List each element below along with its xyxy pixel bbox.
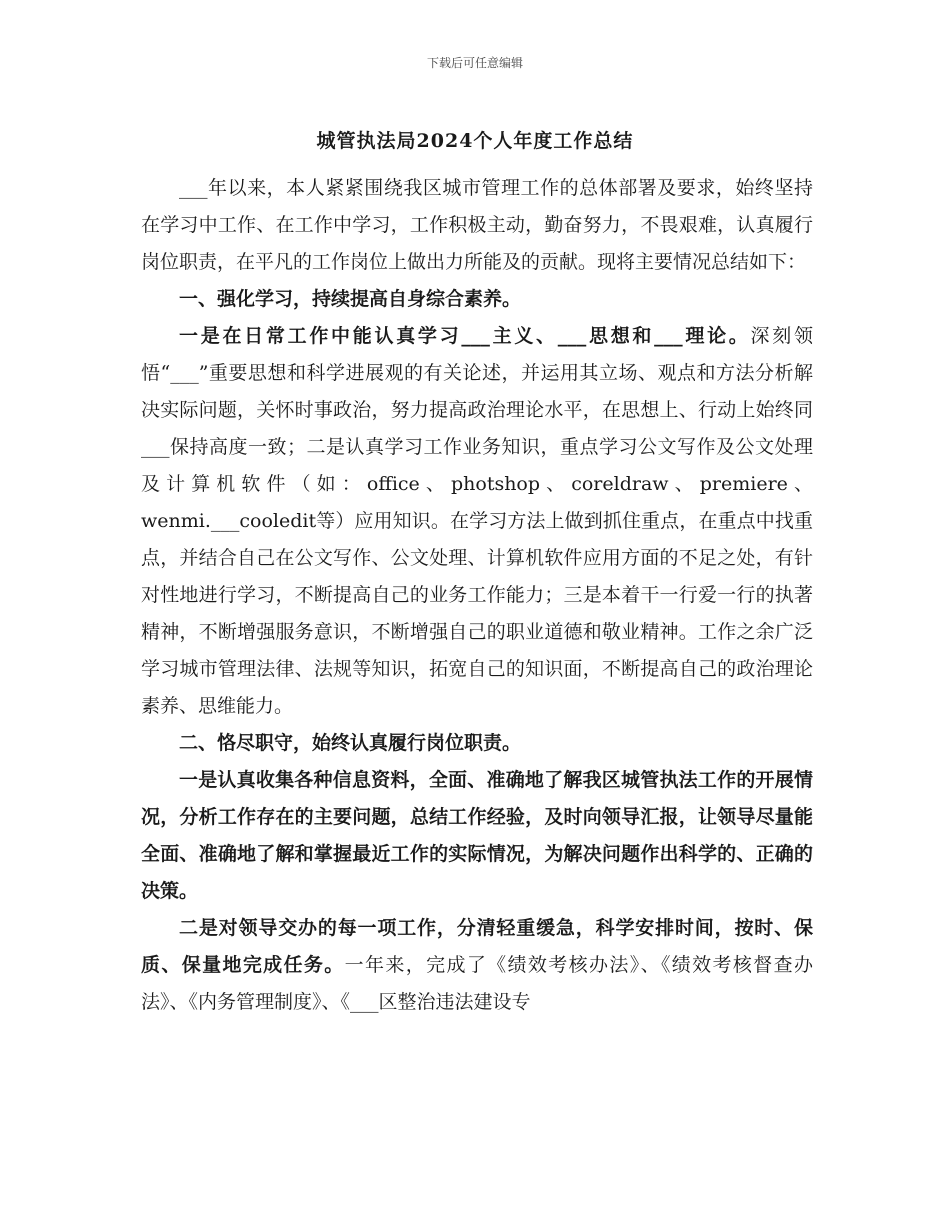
document-title: 城管执法局2024个人年度工作总结 (316, 130, 634, 152)
section-heading-2: 二、恪尽职守，始终认真履行岗位职责。 (179, 732, 522, 754)
duty-paragraph-2 (141, 910, 813, 1021)
document-body (141, 170, 813, 1021)
duty-paragraph-1: 一是认真收集各种信息资料，全面、准确地了解我区城管执法工作的开展情况，分析工作存在的主要问题，总结工作经验，及时向领导汇报，让领导尽量能全面、准确地了解和掌握最近工作的实际情况，为解决问题作出科学的、正确的决策。 (141, 769, 813, 902)
section-heading-1: 一、强化学习，持续提高自身综合素养。 (179, 288, 522, 310)
duty-paragraph-2-lead: 二是对领导交办的每一项工作，分清轻重缓急，科学安排时间，按时、保质、保量地完成任务。 (141, 917, 813, 976)
study-paragraph-lead: 一是在日常工作中能认真学习___主义、___思想和___理论。 (179, 325, 751, 347)
study-paragraph-body: 深刻领悟“___”重要思想和科学进展观的有关论述，并运用其立场、观点和方法分析解决实际问题，关怀时事政治，努力提高政治理论水平，在思想上、行动上始终同___保持高度一致；二是认真学习工作业务知识，重点学习公文写作及公文处理及计算机软件（如：office、photshop、coreldraw、premiere、wenmi.___cooledit等）应用知识。在学习方法上做到抓住重点，在重点中找重点，并结合自己在公文写作、公文处理、计算机软件应用方面的不足之处，有针对性地进行学习，不断提高自己的业务工作能力；三是本着干一行爱一行的执著精神，不断增强服务意识，不断增强自己的职业道德和敬业精神。工作之余广泛学习城市管理法律、法规等知识，拓宽自己的知识面，不断提高自己的政治理论素养、思维能力。 (141, 325, 813, 717)
study-paragraph (141, 318, 813, 725)
header-note: 下载后可任意编辑 (426, 56, 523, 70)
intro-paragraph: ___年以来，本人紧紧围绕我区城市管理工作的总体部署及要求，始终坚持在学习中工作、在工作中学习，工作积极主动，勤奋努力，不畏艰难，认真履行岗位职责，在平凡的工作岗位上做出力所能及的贡献。现将主要情况总结如下： (141, 177, 813, 273)
duty-paragraph-2-body: 一年来，完成了《绩效考核办法》、《绩效考核督查办法》、《内务管理制度》、《___区整治违法建设专 (141, 954, 813, 1013)
